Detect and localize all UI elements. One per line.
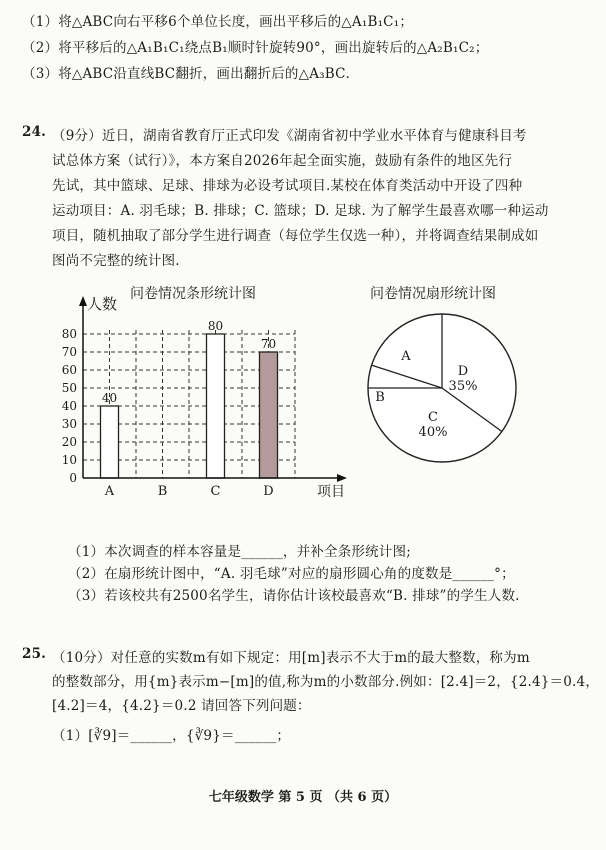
data-label-D: 70 (260, 337, 277, 351)
x-axis-arrow (337, 474, 347, 482)
x-tick-label-B: B (157, 484, 168, 499)
q24-text-line: 运动项目：A. 羽毛球；B. 排球；C. 篮球；D. 足球. 为了解学生最喜欢哪一种运动 (52, 203, 549, 219)
q25-text-line: [4.2]＝4，{4.2}＝0.2 请回答下列问题： (52, 698, 311, 714)
y-axis-label: 人数 (87, 296, 118, 313)
y-tick-label: 0 (69, 471, 77, 485)
data-label-C: 80 (207, 319, 224, 333)
q25-subpart-prefix: （1） (52, 728, 89, 744)
x-tick-label-D: D (263, 484, 274, 499)
y-tick-label: 40 (61, 399, 77, 413)
y-tick-label: 70 (61, 345, 77, 359)
q24-text-line: （9分）近日，湖南省教育厅正式印发《湖南省初中学业水平体育与健康科目考 (52, 128, 527, 144)
q25-text-line: 的整数部分，用{m}表示m−[m]的值,称为m的小数部分.例如：[2.4]＝2，{2.4}＝0.4， (52, 674, 600, 690)
bar-chart-title: 问卷情况条形统计图 (130, 286, 256, 302)
q23-part1: （1）将△ABC向右平移6个单位长度，画出平移后的△A₁B₁C₁； (22, 14, 414, 30)
q24-subpart-1: （1）本次调查的样本容量是______，并补全条形统计图; (68, 544, 411, 560)
q24-text-line: 图尚不完整的统计图. (52, 253, 180, 269)
q25-number: 25. (22, 646, 47, 662)
q25-floor-cbrt9: [∛9]＝______， (88, 728, 186, 744)
x-tick-label-A: A (104, 484, 115, 499)
bar-A (101, 406, 119, 478)
pie-percent-label-C: 40% (418, 425, 448, 440)
q25-frac-cbrt9: {∛9}＝______； (185, 728, 291, 744)
pie-slice-label-D: D (457, 364, 469, 379)
q24-text-line: 试总体方案（试行）》，本方案自2026年起全面实施，鼓励有条件的地区先行 (52, 153, 513, 169)
bar-D (260, 352, 278, 478)
q24-subpart-3: （3）若该校共有2500名学生，请你估计该校最喜欢“B. 排球”的学生人数. (68, 588, 520, 604)
y-tick-label: 80 (61, 327, 77, 341)
pie-chart-title: 问卷情况扇形统计图 (370, 286, 496, 302)
pie-chart (362, 308, 522, 468)
pie-slice-label-B: B (375, 390, 385, 405)
q23-part3: （3）将△ABC沿直线BC翻折，画出翻折后的△A₃BC． (22, 66, 360, 82)
y-tick-label: 60 (61, 363, 77, 377)
bar-C (207, 334, 225, 478)
q24-number: 24. (22, 124, 47, 140)
pie-slice-label-A: A (401, 349, 411, 364)
q23-part2: （2）将平移后的△A₁B₁C₁绕点B₁顺时针旋转90°，画出旋转后的△A₂B₁C₂； (22, 40, 489, 56)
y-tick-label: 50 (61, 381, 77, 395)
x-axis-label: 项目 (317, 484, 345, 500)
y-tick-label: 20 (61, 435, 77, 449)
q24-subpart-2: （2）在扇形统计图中，“A. 羽毛球”对应的扇形圆心角的度数是______°； (68, 566, 515, 582)
y-tick-label: 10 (61, 453, 77, 467)
pie-slice-label-C: C (428, 410, 438, 425)
q24-text-line: 项目，随机抽取了部分学生进行调查（每位学生仅选一种），并将调查结果制成如 (52, 228, 539, 244)
q24-text-line: 先试，其中篮球、足球、排球为必设考试项目.某校在体育类活动中开设了四种 (52, 178, 523, 194)
x-tick-label-C: C (210, 484, 221, 499)
bar-chart (50, 296, 350, 516)
q25-subpart-1 (52, 724, 290, 744)
y-tick-label: 30 (61, 417, 77, 431)
y-axis-arrow (79, 296, 87, 306)
pie-percent-label-D: 35% (448, 379, 478, 394)
q25-text-line: （10分）对任意的实数m有如下规定：用[m]表示不大于m的最大整数，称为m (52, 650, 530, 666)
data-label-A: 40 (101, 391, 118, 405)
page-footer: 七年级数学 第 5 页 （共 6 页） (208, 790, 398, 805)
